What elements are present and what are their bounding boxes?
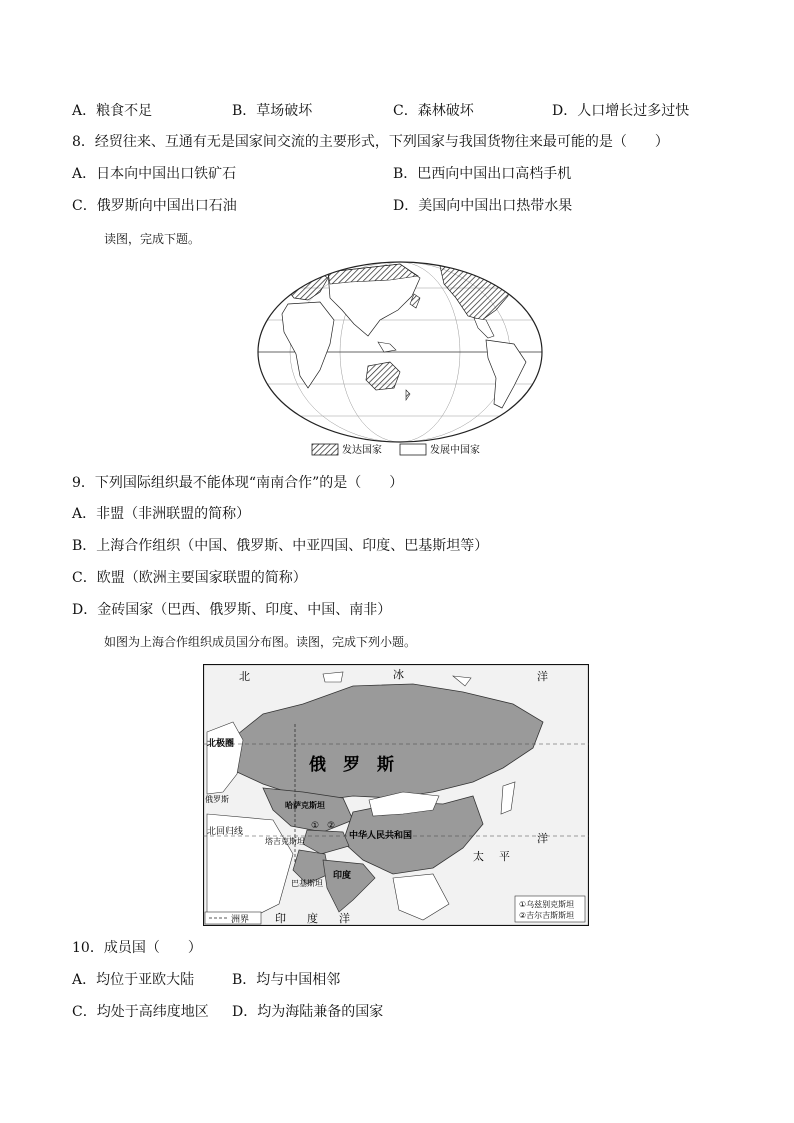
legend-kyrgyzstan: ②吉尔吉斯斯坦 (519, 911, 575, 920)
q7-option-b: B．草场破坏 (232, 103, 313, 119)
legend-developed: 发达国家 (342, 445, 382, 456)
label-arctic-circle: 北极圈 (207, 739, 235, 749)
world-map (250, 258, 550, 458)
label-pacific-3: 洋 (537, 832, 548, 845)
q9-stem: 9．下列国际组织最不能体现“南南合作”的是（ ） (72, 475, 404, 491)
label-tropic: 北回归线 (207, 827, 244, 837)
q9-option-c: C．欧盟（欧洲主要国家联盟的简称） (72, 570, 307, 586)
label-belarus: 俄罗斯 (205, 795, 229, 804)
label-tajikistan: 塔吉克斯坦 (265, 837, 305, 846)
q7-option-a: A．粮食不足 (72, 103, 153, 119)
label-arctic-1: 北 (239, 670, 250, 683)
q7-option-d: D．人口增长过多过快 (552, 103, 690, 119)
q8-stem: 8．经贸往来、互通有无是国家间交流的主要形式，下列国家与我国货物往来最可能的是（ ） (72, 134, 669, 150)
q8-option-b: B．巴西向中国出口高档手机 (393, 166, 572, 182)
sco-member-map (203, 664, 589, 926)
legend-uzbekistan: ①乌兹别克斯坦 (519, 900, 575, 909)
label-pacific-1: 太 (473, 850, 484, 863)
label-china: 中华人民共和国 (349, 831, 413, 841)
label-indian-3: 洋 (339, 912, 350, 925)
marker-1: ① (311, 821, 320, 831)
q7-option-c: C．森林破坏 (393, 103, 474, 119)
q10-option-a: A．均位于亚欧大陆 (72, 972, 195, 988)
label-arctic-2: 冰 (393, 668, 404, 681)
q9-option-a: A．非盟（非洲联盟的简称） (72, 506, 251, 522)
label-india: 印度 (333, 871, 352, 881)
q10-stem: 10．成员国（ ） (72, 940, 202, 956)
q10-option-b: B．均与中国相邻 (232, 972, 341, 988)
label-pakistan: 巴基斯坦 (291, 879, 323, 888)
legend-developing: 发展中国家 (430, 445, 480, 456)
label-indian-2: 度 (307, 912, 318, 925)
legend-boundary: 洲界 (231, 915, 250, 925)
label-kazakhstan: 哈萨克斯坦 (285, 801, 325, 810)
q8-option-a: A．日本向中国出口铁矿石 (72, 166, 237, 182)
label-arctic-3: 洋 (537, 670, 548, 683)
q9-option-d: D．金砖国家（巴西、俄罗斯、印度、中国、南非） (72, 602, 392, 618)
marker-2: ② (327, 821, 336, 831)
q10-option-c: C．均处于高纬度地区 (72, 1004, 209, 1020)
q10-option-d: D．均为海陆兼备的国家 (232, 1004, 384, 1020)
label-indian-1: 印 (275, 912, 286, 925)
q9-option-b: B．上海合作组织（中国、俄罗斯、中亚四国、印度、巴基斯坦等） (72, 538, 489, 554)
label-pacific-2: 平 (499, 850, 510, 863)
intro-world-map: 读图，完成下题。 (104, 232, 201, 246)
intro-sco-map: 如图为上海合作组织成员国分布图。读图，完成下列小题。 (104, 635, 417, 649)
q8-option-d: D．美国向中国出口热带水果 (393, 198, 573, 214)
q8-option-c: C．俄罗斯向中国出口石油 (72, 198, 237, 214)
label-russia: 俄 罗 斯 (309, 755, 394, 775)
